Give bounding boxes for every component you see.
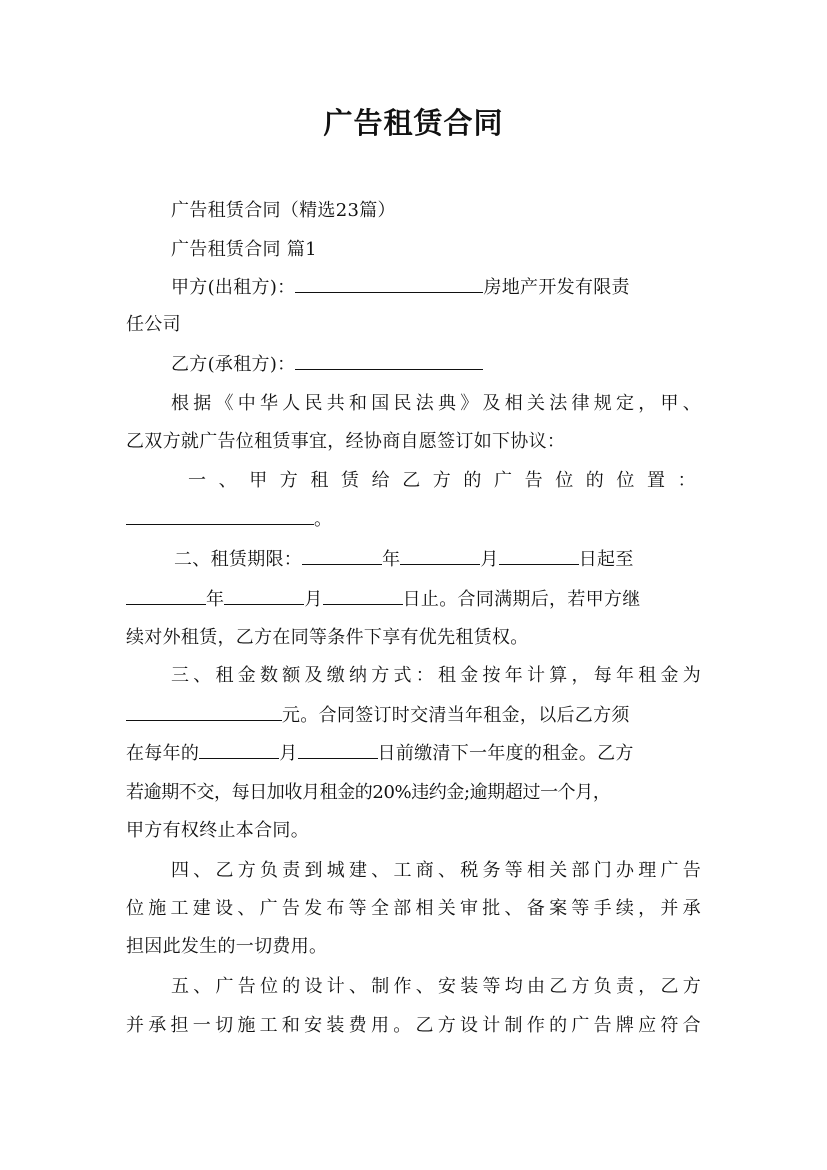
blank-line [224,582,304,605]
clause-1-line [188,463,709,499]
clause-5-line [171,969,701,1005]
text-run: 五、广告位的设计、制作、安装等均由乙方负责，乙方 [171,976,701,997]
paragraph-line [126,775,701,811]
text-run: 年 [382,549,401,570]
party-b-line [171,347,701,383]
text-run: 日前缴清下一年度的租金。乙方 [377,743,634,764]
text-run: 二、租赁期限： [174,549,303,570]
text-run: 广告租赁合同（精选23篇） [171,200,396,221]
text-run: 在每年的 [126,743,200,764]
text-run: 月 [279,743,298,764]
text-run: 若逾期不交，每日加收月租金的20%违约金;逾期超过一个月， [126,782,611,803]
text-run: 甲方有权终止本合同。 [126,820,309,841]
blank-line [302,542,382,565]
blank-line [499,542,579,565]
text-run: 并承担一切施工和安装费用。乙方设计制作的广告牌应符合 [126,1015,701,1036]
text-run: 日止。合同满期后，若甲方继 [402,589,641,610]
text-run: 。 [314,509,333,530]
paragraph-line [126,502,701,538]
document-title: 广告租赁合同 [323,106,504,140]
paragraph-line [171,386,701,422]
text-run: 四、乙方负责到城建、工商、税务等相关部门办理广告 [171,860,701,881]
text-run: 位施工建设、广告发布等全部相关审批、备案等手续，并承 [126,898,701,919]
paragraph-line [126,1008,701,1044]
text-run: 房地产开发有限责 [483,277,630,298]
blank-line [199,736,279,759]
paragraph-line [126,813,701,849]
paragraph-line [126,582,701,618]
blank-line [126,582,206,605]
text-run: 元。合同签订时交清当年租金，以后乙方须 [282,705,630,726]
text-run: 续对外租赁，乙方在同等条件下享有优先租赁权。 [126,627,529,648]
blank-line [295,347,483,370]
paragraph-line [126,891,701,927]
text-run: 月 [304,589,323,610]
text-run: 甲方(出租方)： [171,277,296,298]
blank-line [400,542,480,565]
text-run: 年 [206,589,225,610]
blank-line [126,502,314,525]
text-run: 担因此发生的一切费用。 [126,936,328,957]
blank-line [126,698,282,721]
text-run: 乙双方就广告位租赁事宜，经协商自愿签订如下协议： [126,431,566,452]
text-run: 一、甲方租赁给乙方的广告位的位置： [188,470,709,491]
text-run: 根据《中华人民共和国民法典》及相关法律规定，甲、 [171,393,701,414]
text-run: 月 [480,549,499,570]
section-heading [171,232,701,268]
party-a-line [171,270,701,306]
blank-line [295,270,483,293]
text-run: 日起至 [578,549,634,570]
blank-line [298,736,378,759]
text-run: 任公司 [126,314,181,335]
paragraph-line [126,736,701,772]
blank-line [323,582,403,605]
text-run: 乙方(承租方)： [171,354,296,375]
paragraph-line [126,424,701,460]
paragraph-line [126,929,701,965]
text-run: 三、租金数额及缴纳方式：租金按年计算，每年租金为 [171,665,701,686]
clause-3-line [171,658,701,694]
doc-subtitle [171,193,701,229]
text-run: 广告租赁合同 篇1 [171,239,317,260]
paragraph-line [126,698,701,734]
clause-2-line [174,542,701,578]
paragraph-line [126,307,701,343]
clause-4-line [171,853,701,889]
paragraph-line [126,620,701,656]
